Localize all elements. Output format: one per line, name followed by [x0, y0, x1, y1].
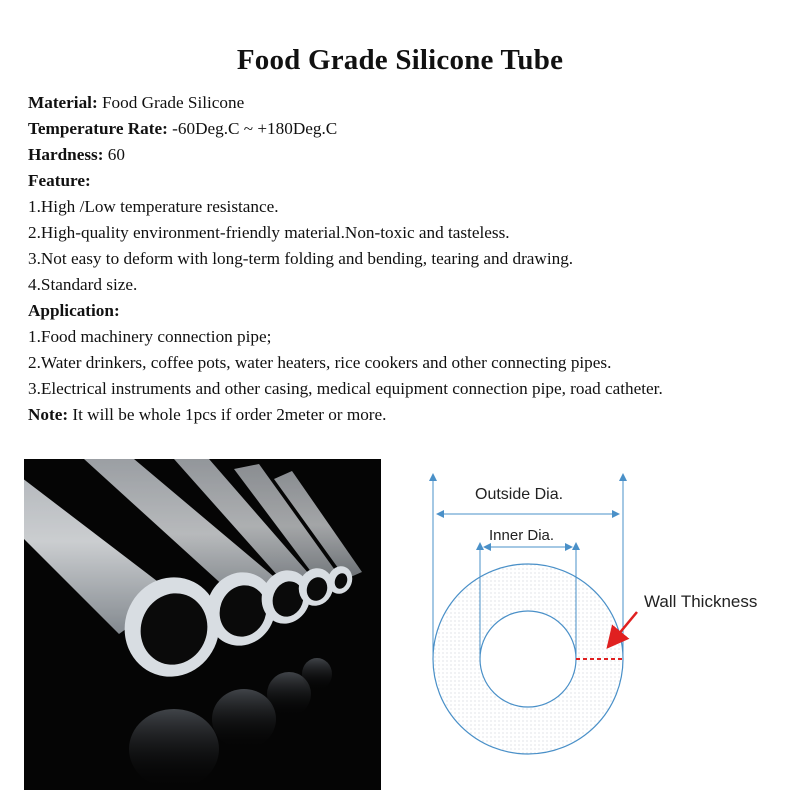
feature-item: 3.Not easy to deform with long-term folding and bending, tearing and drawing. [28, 249, 574, 268]
silicone-tubes-image [24, 459, 381, 790]
feature-item: 4.Standard size. [28, 275, 138, 294]
temperature-row [28, 116, 788, 142]
hardness-row [28, 142, 788, 168]
spec-list [28, 90, 788, 428]
note-value: It will be whole 1pcs if order 2meter or more. [68, 405, 387, 424]
product-photo [24, 459, 381, 790]
hardness-label: Hardness: [28, 145, 104, 164]
note-label: Note: [28, 405, 69, 424]
dimension-diagram [405, 459, 785, 790]
feature-heading: Feature: [28, 171, 91, 190]
note-row [28, 402, 788, 428]
application-heading: Application: [28, 301, 120, 320]
tube-cross-section-diagram [405, 459, 785, 790]
hardness-value: 60 [103, 145, 125, 164]
material-label: Material: [28, 93, 98, 112]
wall-thickness-label: Wall Thickness [644, 592, 758, 611]
page-title: Food Grade Silicone Tube [236, 44, 564, 76]
material-row [28, 90, 788, 116]
inner-dia-label: Inner Dia. [489, 527, 555, 544]
application-item: 2.Water drinkers, coffee pots, water heaters, rice cookers and other connecting pipes. [28, 353, 612, 372]
outside-dia-label: Outside Dia. [475, 486, 564, 503]
temperature-value: -60Deg.C ~ +180Deg.C [167, 119, 338, 138]
application-item: 3.Electrical instruments and other casing, medical equipment connection pipe, road catheter. [28, 379, 663, 398]
application-item: 1.Food machinery connection pipe; [28, 327, 272, 346]
material-value: Food Grade Silicone [97, 93, 245, 112]
temperature-label: Temperature Rate: [28, 119, 168, 138]
feature-item: 2.High-quality environment-friendly material.Non-toxic and tasteless. [28, 223, 510, 242]
feature-item: 1.High /Low temperature resistance. [28, 197, 279, 216]
